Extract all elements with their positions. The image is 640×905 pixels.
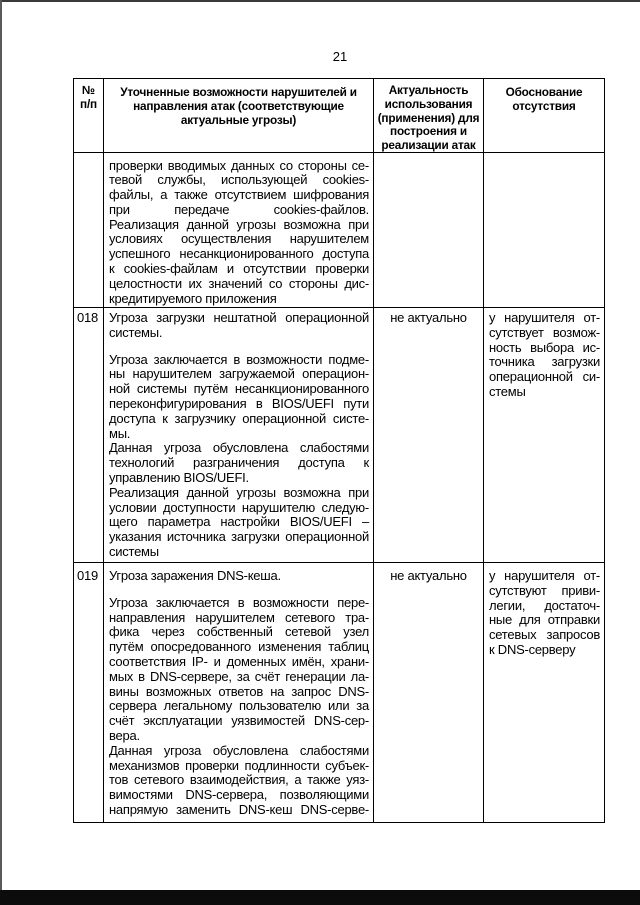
threat-text-line: кредитируемого приложения — [109, 290, 277, 306]
header-line: использования — [384, 96, 473, 111]
justification-line: операционной си- — [489, 369, 600, 385]
threat-text-line: доступа к загрузчику операционной систе- — [109, 410, 369, 426]
justification-line: стемы — [489, 383, 526, 399]
cell-threat — [104, 153, 374, 308]
cell-relevance — [374, 153, 484, 308]
threat-text-line: системы — [109, 543, 159, 559]
justification-line: сутствует возмож- — [489, 324, 600, 340]
threat-text-line: механизмов проверки подлинности субъек- — [109, 757, 369, 773]
header-line: Актуальность — [388, 83, 469, 97]
justification-line: ность выбора ис- — [489, 339, 600, 355]
justification-line: точника загрузки — [489, 354, 600, 370]
cell-number — [74, 153, 104, 308]
threat-title-line: Угроза заражения DNS-кеша. — [109, 568, 281, 583]
cell-threat — [104, 308, 374, 563]
threat-text-line: напрямую заменить DNS-кеш DNS-серве- — [109, 801, 369, 817]
cell-number — [74, 563, 104, 823]
justification-line: у нарушителя от- — [489, 310, 600, 325]
threat-title-line: системы. — [109, 324, 163, 340]
threat-text-line: к cookies-файлам и отсутствии проверки — [109, 261, 369, 277]
header-line: Уточненные возможности нарушителей и — [120, 85, 357, 99]
row-number: 018 — [77, 310, 98, 325]
header-justification — [484, 79, 605, 153]
justification-line: к DNS-серверу — [489, 641, 576, 657]
threat-text-line: сервера легальному пользователю или за — [109, 698, 369, 714]
justification-line: легии, достаточ- — [489, 597, 600, 613]
scan-edge-top — [0, 0, 640, 2]
threat-text-line: фика через собственный сетевой узел — [109, 624, 369, 640]
threat-text-line: условиях осуществления нарушителем — [109, 231, 369, 247]
cell-relevance — [374, 563, 484, 823]
threat-text-line: тов сетевого взаимодействия, а также уяз- — [109, 772, 369, 788]
header-line: п/п — [80, 96, 97, 111]
scan-edge-bottom — [0, 890, 640, 905]
threat-text-line: переконфигурирования в BIOS/UEFI пути — [109, 395, 369, 411]
page-number: 21 — [332, 49, 348, 64]
paragraph-gap — [109, 341, 369, 353]
justification-line: ные для отправки — [489, 612, 600, 628]
threat-text-line: проверки вводимых данных со стороны се- — [109, 157, 369, 173]
threat-text-line: мых в DNS-сервере, за счёт генерации ла- — [109, 668, 369, 684]
threat-text-line: соответствия IP- и доменных имён, храни- — [109, 653, 369, 669]
threat-text-line: мы. — [109, 425, 131, 441]
threat-text-line: Реализация данной угрозы возможна при — [109, 484, 369, 500]
threat-text-line: указания источника загрузки операционной — [109, 529, 369, 545]
threat-text-line: Реализация данной угрозы возможна при — [109, 216, 369, 232]
threat-text-line: счёт эксплуатации уязвимостей DNS-сер- — [109, 713, 369, 729]
header-line: (применения) для — [377, 110, 480, 125]
threat-text-line: целостности их значений со стороны дис- — [109, 275, 369, 291]
threat-text-line: щего параметра настройки BIOS/UEFI – — [109, 514, 369, 530]
threat-text-line: ны нарушителем загружаемой операцион- — [109, 366, 369, 382]
relevance-value: не актуально — [390, 568, 467, 583]
header-line: построения и — [390, 124, 467, 139]
threat-text-line: Данная угроза обусловлена слабостями — [109, 742, 369, 758]
paragraph-gap — [109, 584, 369, 596]
row-number: 019 — [77, 568, 98, 583]
threat-title-line: Угроза загрузки нештатной операционной — [109, 310, 369, 325]
header-line: отсутствия — [512, 98, 576, 113]
threat-text-line: при передаче cookies-файлов. — [109, 201, 369, 217]
cell-justification — [484, 308, 605, 563]
header-threat — [104, 79, 374, 153]
cell-relevance — [374, 308, 484, 563]
cell-justification — [484, 563, 605, 823]
header-line: реализации атак — [381, 138, 476, 153]
threat-text-line: вимостями DNS-сервера, позволяющими — [109, 787, 369, 803]
threat-text-line: тевой службы, использующей cookies- — [109, 172, 369, 188]
header-line: № — [82, 83, 95, 97]
threat-text-line: условии доступности нарушителю следую- — [109, 499, 369, 515]
justification-line: сетевых запросов — [489, 627, 600, 643]
threat-table — [73, 78, 605, 823]
header-number — [74, 79, 104, 153]
justification-line: сутствуют приви- — [489, 582, 600, 598]
threat-text-line: технологий разграничения доступа к — [109, 455, 369, 471]
header-relevance — [374, 79, 484, 153]
threat-text-line: Угроза заключается в возможности подме- — [109, 351, 369, 367]
cell-justification — [484, 153, 605, 308]
cell-threat — [104, 563, 374, 823]
threat-text-line: путём опосредованного изменения таблиц — [109, 639, 369, 655]
header-line: актуальные угрозы) — [180, 112, 297, 127]
scan-edge-left — [0, 0, 2, 905]
threat-text-line: успешного несанкционированного доступа — [109, 246, 369, 262]
threat-text-line: управлению BIOS/UEFI. — [109, 469, 249, 485]
justification-line: у нарушителя от- — [489, 568, 600, 583]
threat-text-line: направления нарушителем сетевого тра- — [109, 609, 369, 625]
threat-text-line: вины возможных ответов на запрос DNS- — [109, 683, 369, 699]
threat-text-line: ной системы путём несанкционированного — [109, 381, 369, 397]
threat-text-line: Данная угроза обусловлена слабостями — [109, 440, 369, 456]
cell-number — [74, 308, 104, 563]
threat-text-line: файлы, а также отсутствием шифрования — [109, 187, 369, 203]
threat-text-line: вера. — [109, 727, 140, 743]
relevance-value: не актуально — [390, 310, 467, 325]
header-line: Обоснование — [505, 85, 583, 99]
threat-text-line: Угроза заключается в возможности пере- — [109, 594, 369, 610]
header-line: направления атак (соответствующие — [133, 98, 344, 113]
